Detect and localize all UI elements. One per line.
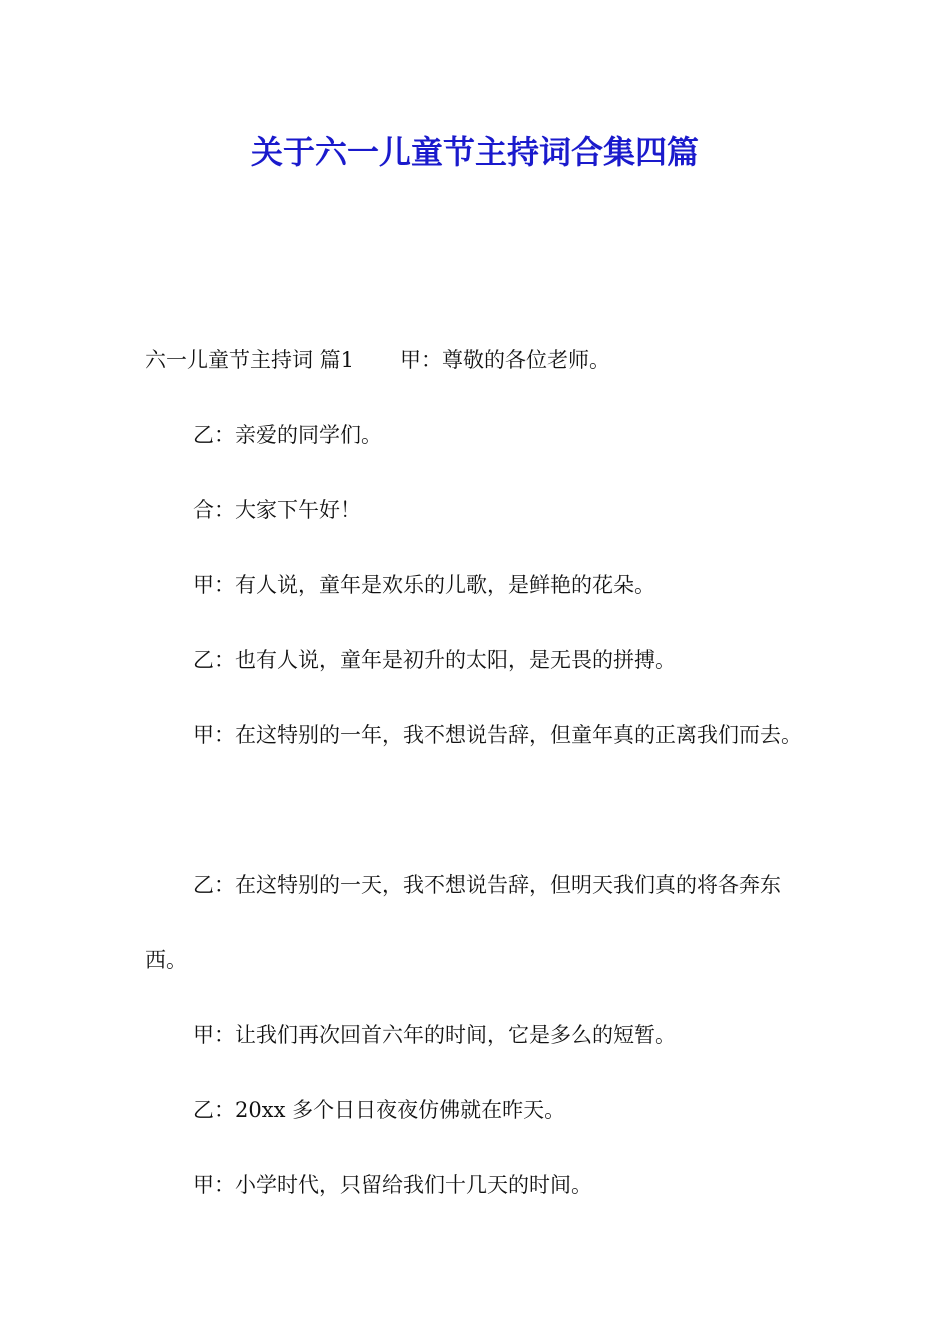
paragraph: 甲：小学时代，只留给我们十几天的时间。 xyxy=(193,1173,592,1197)
section-label: 六一儿童节主持词 篇1 xyxy=(145,348,355,372)
paragraph: 甲：有人说，童年是欢乐的儿歌，是鲜艳的花朵。 xyxy=(193,573,655,597)
first-line-text: 甲：尊敬的各位老师。 xyxy=(400,348,611,372)
paragraph: 乙：亲爱的同学们。 xyxy=(193,423,382,447)
paragraph: 甲：让我们再次回首六年的时间，它是多么的短暂。 xyxy=(193,1023,676,1047)
paragraph: 合：大家下午好！ xyxy=(193,498,361,522)
paragraph: 乙：在这特别的一天，我不想说告辞，但明天我们真的将各奔东西。 xyxy=(145,873,781,972)
paragraph: 甲：在这特别的一年，我不想说告辞，但童年真的正离我们而去。 xyxy=(193,723,802,747)
paragraph: 乙：也有人说，童年是初升的太阳，是无畏的拼搏。 xyxy=(193,648,676,672)
paragraph: 乙：20xx 多个日日夜夜仿佛就在昨天。 xyxy=(193,1098,566,1122)
section-first-line xyxy=(145,323,810,398)
page-title: 关于六一儿童节主持词合集四篇 xyxy=(250,133,699,171)
